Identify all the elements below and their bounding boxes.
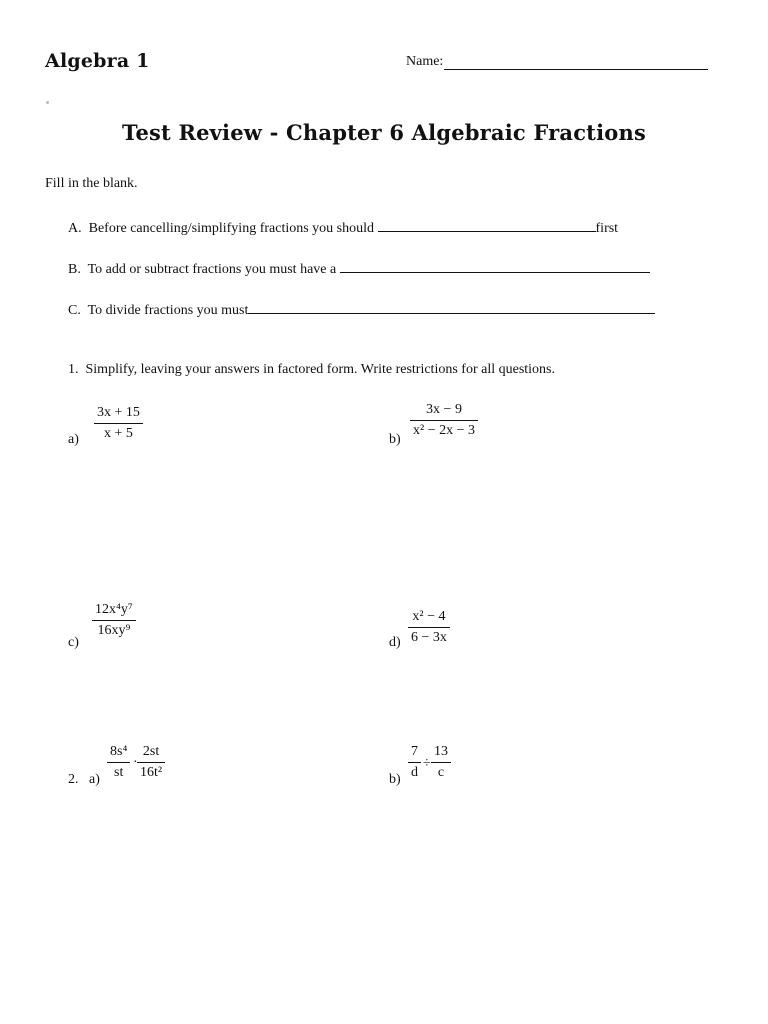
q1a-fraction <box>94 405 143 442</box>
fraction-bar <box>137 762 165 763</box>
q2b-fraction-2 <box>431 744 451 781</box>
q1a-numerator: 3x + 15 <box>97 405 140 420</box>
q1b-denominator: x² − 2x − 3 <box>413 423 475 438</box>
blank-b-line[interactable] <box>340 259 650 273</box>
q2a-f2-denominator: 16t² <box>140 765 163 780</box>
q1b-numerator: 3x − 9 <box>426 402 462 417</box>
fraction-bar <box>107 762 130 763</box>
q2b-fraction-1 <box>408 744 421 781</box>
q1b-label: b) <box>389 432 401 447</box>
q2a-operator: · <box>133 755 138 770</box>
q1c-denominator: 16xy⁹ <box>97 623 131 638</box>
q2b-f2-numerator: 13 <box>434 744 448 759</box>
fraction-bar <box>431 762 451 763</box>
blank-b <box>68 259 650 278</box>
blank-c <box>68 300 655 319</box>
q1a-denominator: x + 5 <box>104 426 133 441</box>
instructions: Fill in the blank. <box>45 176 138 191</box>
q2b-operator: ÷ <box>423 756 431 771</box>
blank-a-text: Before cancelling/simplifying fractions you should <box>88 221 375 236</box>
blank-c-label: C. <box>68 303 81 318</box>
fraction-bar <box>408 627 450 628</box>
q2b-f1-numerator: 7 <box>411 744 418 759</box>
q2a-f2-numerator: 2st <box>142 744 160 759</box>
blank-a <box>68 218 618 237</box>
fraction-bar <box>410 420 478 421</box>
q1d-denominator: 6 − 3x <box>411 630 447 645</box>
blank-b-label: B. <box>68 262 81 277</box>
q1c-fraction <box>92 602 136 639</box>
q1b-fraction <box>410 402 478 439</box>
q1c-label: c) <box>68 635 79 650</box>
blank-a-line[interactable] <box>378 218 596 232</box>
question-1-text: Simplify, leaving your answers in factored form. Write restrictions for all questions. <box>85 362 555 377</box>
course-title: Algebra 1 <box>45 50 150 72</box>
name-blank[interactable] <box>444 55 708 70</box>
blank-c-line[interactable] <box>248 300 655 314</box>
q1d-numerator: x² − 4 <box>412 609 446 624</box>
blank-b-text: To add or subtract fractions you must have a <box>87 262 337 277</box>
page-title: Test Review - Chapter 6 Algebraic Fractions <box>122 120 646 145</box>
question-1-number: 1. <box>68 362 79 377</box>
question-1 <box>68 362 555 378</box>
q1d-label: d) <box>389 635 401 650</box>
q2a-fraction-2 <box>137 744 165 781</box>
q2a-f1-denominator: st <box>114 765 124 780</box>
question-2-number: 2. <box>68 772 79 787</box>
name-field[interactable] <box>406 54 708 70</box>
blank-c-text: To divide fractions you must <box>87 303 249 318</box>
q2b-label: b) <box>389 772 401 787</box>
blank-a-label: A. <box>68 221 82 236</box>
fraction-bar <box>94 423 143 424</box>
name-label: Name: <box>406 54 444 69</box>
q2b-f2-denominator: c <box>437 765 445 780</box>
q1c-numerator: 12x⁴y⁷ <box>95 602 133 617</box>
q1a-label: a) <box>68 432 79 447</box>
q2b-f1-denominator: d <box>411 765 418 780</box>
fraction-bar <box>408 762 421 763</box>
q2a-label: a) <box>89 772 100 787</box>
q1d-fraction <box>408 609 450 646</box>
divider-dot <box>46 101 49 104</box>
q2a-f1-numerator: 8s⁴ <box>110 744 128 759</box>
q2a-fraction-1 <box>107 744 130 781</box>
fraction-bar <box>92 620 136 621</box>
blank-a-after: first <box>595 221 619 236</box>
